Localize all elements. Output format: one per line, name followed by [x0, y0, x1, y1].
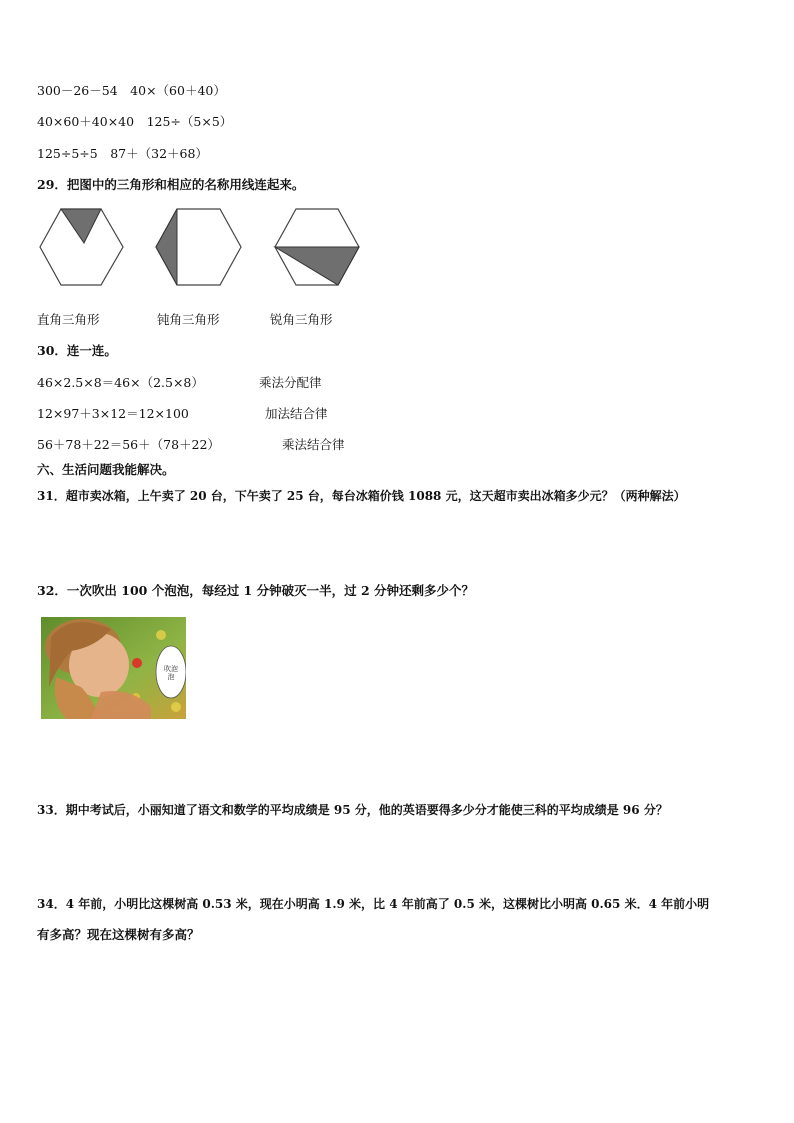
- triangle-name-obtuse: 钝角三角形: [157, 312, 220, 327]
- question-30: 30．连一连。: [37, 343, 117, 358]
- match-expr-3: 56＋78＋22＝56＋（78＋22）: [37, 437, 220, 452]
- question-31: 31．超市卖冰箱，上午卖了 20 台，下午卖了 25 台，每台冰箱价钱 1088 元，这天超市卖出冰箱多少元？（两种解法）: [37, 489, 686, 503]
- question-33: 33．期中考试后，小丽知道了语文和数学的平均成绩是 95 分，他的英语要得多少分才能使三科的平均成绩是 96 分？: [37, 803, 668, 817]
- triangle-name-acute: 锐角三角形: [270, 312, 333, 327]
- match-law-2: 加法结合律: [265, 406, 328, 421]
- match-law-1: 乘法分配律: [259, 375, 322, 390]
- speech-bubble-text: 吹泡泡: [164, 665, 178, 681]
- question-34-line-1: 34．4 年前，小明比这棵树高 0.53 米，现在小明高 1.9 米，比 4 年前高了 0.5 米，这棵树比小明高 0.65 米．4 年前小明: [37, 897, 710, 911]
- calc-row-3: 125÷5÷5 87＋（32＋68）: [37, 146, 208, 161]
- triangle-name-right: 直角三角形: [37, 312, 100, 327]
- question-34-line-2: 有多高？现在这棵树有多高？: [37, 927, 200, 942]
- girl-blowing-bubbles-photo: [41, 617, 186, 719]
- match-expr-1: 46×2.5×8＝46×（2.5×8）: [37, 375, 204, 390]
- question-29: 29．把图中的三角形和相应的名称用线连起来。: [37, 177, 305, 192]
- section-heading: 六、生活问题我能解决。: [37, 462, 175, 477]
- hexagon-right-triangle: [40, 209, 123, 285]
- question-32: 32．一次吹出 100 个泡泡，每经过 1 分钟破灭一半，过 2 分钟还剩多少个？: [37, 583, 474, 598]
- match-law-3: 乘法结合律: [282, 437, 345, 452]
- calc-row-1: 300－26－54 40×（60＋40）: [37, 83, 226, 98]
- hexagon-triangles-figure: [36, 205, 376, 295]
- hexagon-acute-triangle: [275, 209, 359, 285]
- calc-row-2: 40×60＋40×40 125÷（5×5）: [37, 114, 233, 129]
- match-expr-2: 12×97＋3×12＝12×100: [37, 406, 189, 421]
- hexagon-obtuse-triangle: [156, 209, 241, 285]
